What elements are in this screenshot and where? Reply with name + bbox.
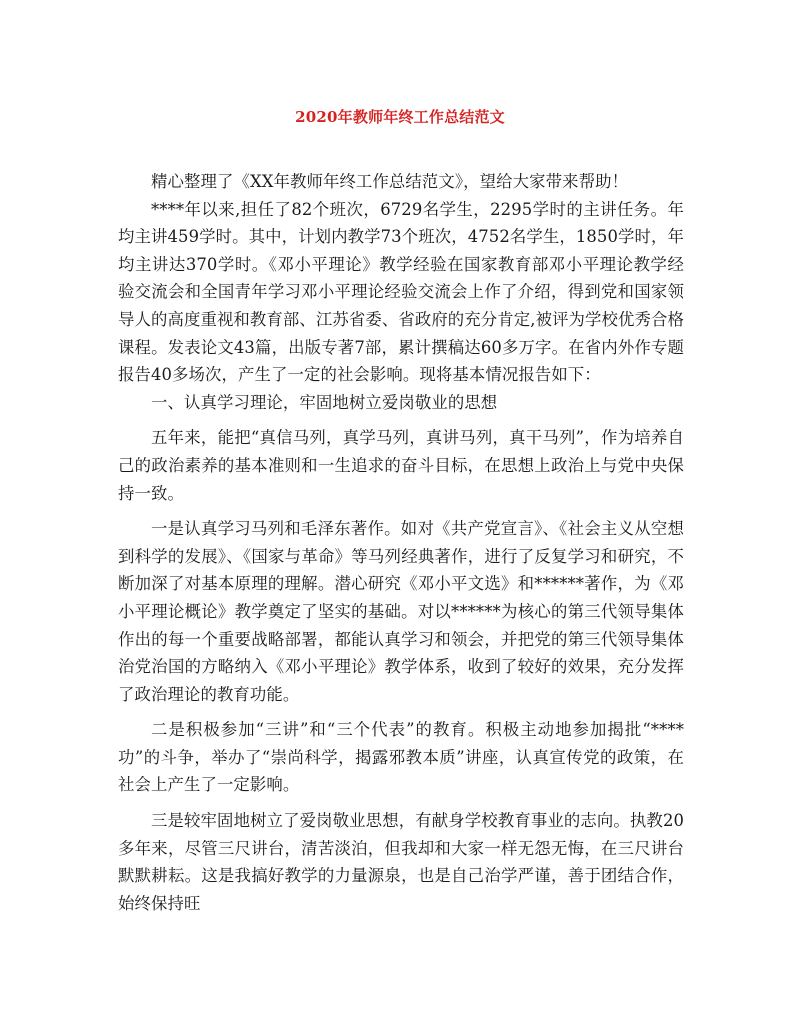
paragraph-summary: ****年以来,担任了82个班次，6729名学生，2295学时的主讲任务。年均主讲459学时。其中，计划内教学73个班次，4752名学生，1850学时，年均主讲达370学时。《邓小平理论》教学经验在国家教育部邓小平理论教学经验交流会和全国青年学习邓小平理论经验交流会上作了介绍，得到党和国家领导人的高度重视和教育部、江苏省委、省政府的充分肯定,被评为学校优秀合格课程。发表论文43篇，出版专著7部，累计撰稿达60多万字。在省内外作专题报告40多场次，产生了一定的社会影响。现将基本情况报告如下： [118,199,684,385]
paragraph-point-two: 二是积极参加“三讲”和“三个代表”的教育。积极主动地参加揭批“****功”的斗争，举办了“崇尚科学，揭露邪教本质”讲座，认真宣传党的政策，在社会上产生了一定影响。 [118,720,684,795]
paragraph-point-one: 一是认真学习马列和毛泽东著作。如对《共产党宣言》、《社会主义从空想到科学的发展》、《国家与革命》等马列经典著作，进行了反复学习和研究，不断加深了对基本原理的理解。潜心研究《邓小平文选》和******著作，为《邓小平理论概论》教学奠定了坚实的基础。对以******为核心的第三代领导集体作出的每一个重要战略部署，都能认真学习和领会，并把党的第三代领导集体治党治国的方略纳入《邓小平理论》教学体系，收到了较好的效果，充分发挥了政治理论的教育功能。 [118,519,684,704]
paragraph-intro: 精心整理了《XX年教师年终工作总结范文》，望给大家带来帮助！ [151,172,629,191]
document-title: 2020年教师年终工作总结范文 [295,108,505,126]
paragraph-five-years: 五年来，能把“真信马列，真学马列，真讲马列，真干马列”，作为培养自己的政治素养的基本准则和一生追求的奋斗目标，在思想上政治上与党中央保持一致。 [118,428,684,503]
section-heading-1: 一、认真学习理论，牢固地树立爱岗敬业的思想 [151,392,498,412]
paragraph-point-three: 三是较牢固地树立了爱岗敬业思想，有献身学校教育事业的志向。执教20多年来，尽管三尺讲台，清苦淡泊，但我却和大家一样无怨无悔，在三尺讲台默默耕耘。这是我搞好教学的力量源泉，也是自己治学严谨，善于团结合作，始终保持旺 [118,811,684,913]
document-body [118,168,684,917]
